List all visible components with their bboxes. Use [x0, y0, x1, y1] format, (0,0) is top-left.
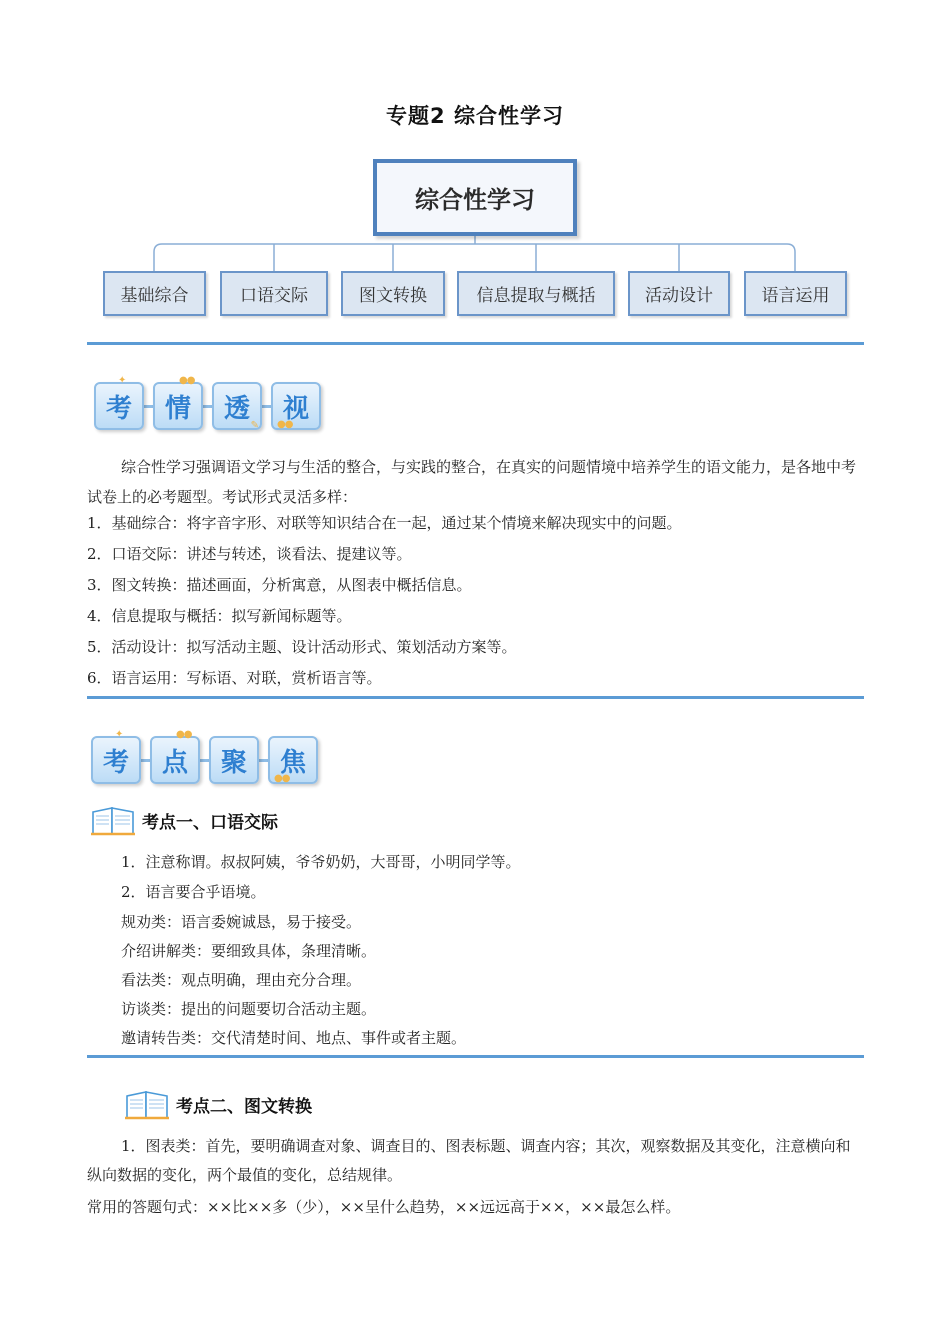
point1-line: 1．注意称谓。叔叔阿姨，爷爷奶奶，大哥哥，小明同学等。	[121, 853, 521, 871]
point1-line: 看法类：观点明确，理由充分合理。	[121, 971, 362, 989]
banner-tile: 情 ●●	[153, 382, 203, 430]
mindmap-root: 综合性学习	[373, 159, 577, 236]
mindmap-node-5: 活动设计	[628, 271, 730, 316]
mindmap-node-2: 口语交际	[220, 271, 328, 316]
point1-line: 邀请转告类：交代清楚时间、地点、事件或者主题。	[121, 1029, 467, 1047]
banner-tile: 考 ✦	[94, 382, 144, 430]
point2-heading-text: 考点二、图文转换	[176, 1096, 312, 1117]
list-item: 6．语言运用：写标语、对联，赏析语言等。	[87, 669, 382, 687]
point1-heading-text: 考点一、口语交际	[142, 812, 278, 833]
point1-line: 介绍讲解类：要细致具体，条理清晰。	[121, 942, 377, 960]
banner-tile: 点 ●●	[150, 736, 200, 784]
point2-line: 常用的答题句式：××比××多（少），××呈什么趋势，××远远高于××，××最怎么样。	[87, 1198, 681, 1216]
page-title: 专题2 综合性学习	[386, 104, 564, 128]
point1-line: 访谈类：提出的问题要切合活动主题。	[121, 1000, 377, 1018]
banner-exam-overview	[94, 375, 321, 431]
intro-paragraph: 综合性学习强调语文学习与生活的整合，与实践的整合，在真实的问题情境中培养学生的语文能力，是各地中考试卷上的必考题型。考试形式灵活多样：	[87, 458, 857, 506]
banner-tile: 焦 ●●	[268, 736, 318, 784]
list-item: 5．活动设计：拟写活动主题、设计活动形式、策划活动方案等。	[87, 638, 517, 656]
point2-heading	[124, 1087, 312, 1121]
banner-tile: 考 ✦	[91, 736, 141, 784]
book-icon	[124, 1087, 170, 1121]
list-item: 4．信息提取与概括：拟写新闻标题等。	[87, 607, 352, 625]
point1-heading	[90, 803, 278, 837]
point1-line: 2．语言要合乎语境。	[121, 883, 266, 901]
mindmap-node-3: 图文转换	[341, 271, 445, 316]
book-icon	[90, 803, 136, 837]
banner-tile: 聚	[209, 736, 259, 784]
banner-tile: 透 ✎	[212, 382, 262, 430]
mindmap-node-1: 基础综合	[103, 271, 206, 316]
point2-paragraph: 1．图表类：首先，要明确调查对象、调查目的、图表标题、调查内容；其次，观察数据及其变化，注意横向和纵向数据的变化，两个最值的变化，总结规律。	[87, 1137, 851, 1184]
mindmap-node-6: 语言运用	[744, 271, 847, 316]
list-item: 2．口语交际：讲述与转述，谈看法、提建议等。	[87, 545, 412, 563]
list-item: 3．图文转换：描述画面，分析寓意，从图表中概括信息。	[87, 576, 472, 594]
divider	[87, 342, 864, 345]
mindmap-node-4: 信息提取与概括	[457, 271, 615, 316]
point1-line: 规劝类：语言委婉诚恳，易于接受。	[121, 913, 362, 931]
divider	[87, 696, 864, 699]
banner-tile: 视 ●●	[271, 382, 321, 430]
divider	[87, 1055, 864, 1058]
banner-key-points	[91, 729, 318, 784]
list-item: 1．基础综合：将字音字形、对联等知识结合在一起，通过某个情境来解决现实中的问题。	[87, 514, 682, 532]
